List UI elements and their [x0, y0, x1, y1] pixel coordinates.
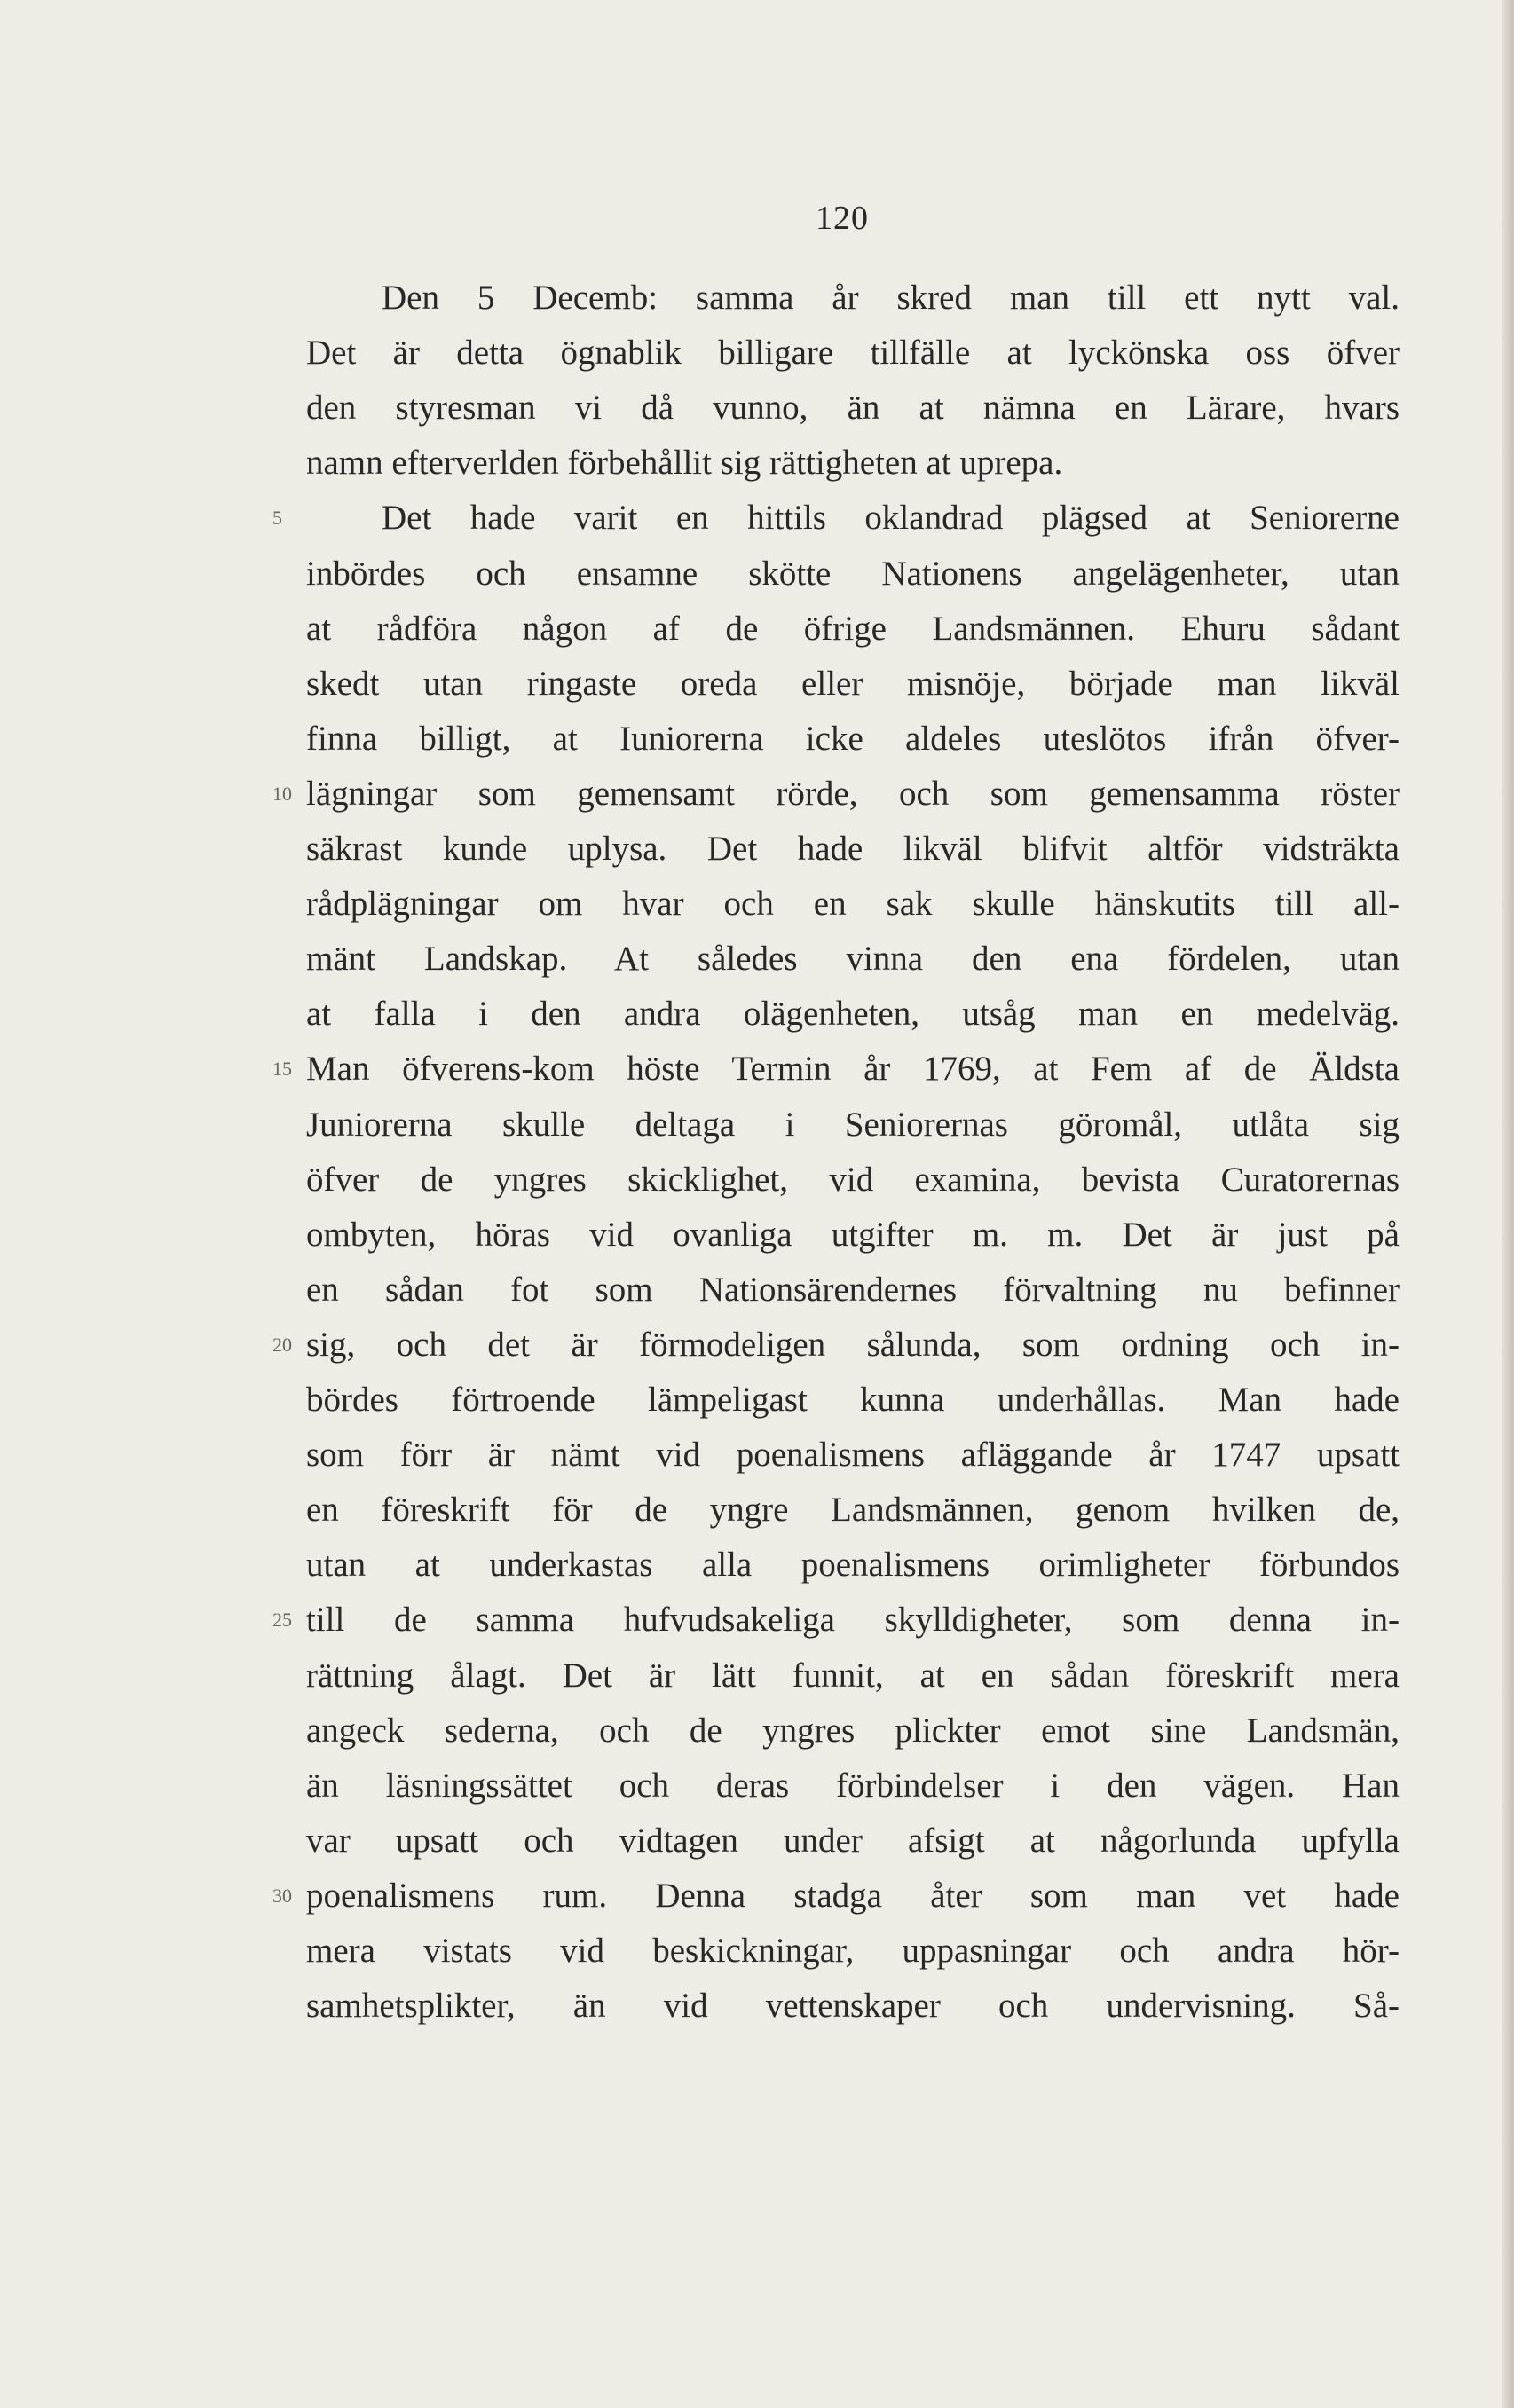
text-line: den styresman vi då vunno, än at nämna en Lärare, hvars: [306, 389, 1400, 427]
page-number: 120: [816, 200, 869, 237]
text-line: at falla i den andra olägenheten, utsåg man en medelväg.: [306, 995, 1400, 1033]
text-line: finna billigt, at Iuniorerna icke aldeles uteslötos ifrån öfver-: [306, 720, 1400, 758]
text-line: samhetsplikter, än vid vettenskaper och undervisning. Så-: [306, 1987, 1400, 2025]
line-number: 20: [272, 1334, 292, 1356]
text-line: som förr är nämt vid poenalismens afläggande år 1747 upsatt: [306, 1436, 1400, 1474]
text-line: at rådföra någon af de öfrige Landsmännen. Ehuru sådant: [306, 610, 1400, 648]
text-line: var upsatt och vidtagen under afsigt at någorlunda upfylla: [306, 1822, 1400, 1860]
text-line: namn efterverlden förbehållit sig rättigheten at uprepa.: [306, 444, 1063, 482]
text-line: än läsningssättet och deras förbindelser i den vägen. Han: [306, 1767, 1400, 1805]
line-number: 25: [272, 1609, 292, 1631]
text-line: poenalismens rum. Denna stadga åter som man vet hade: [306, 1877, 1400, 1915]
text-line: rådplägningar om hvar och en sak skulle hänskutits till all-: [306, 885, 1400, 923]
text-line: mänt Landskap. At således vinna den ena fördelen, utan: [306, 940, 1400, 978]
text-line: Den 5 Decemb: samma år skred man till ett nytt val.: [382, 279, 1400, 317]
text-line: skedt utan ringaste oreda eller misnöje, började man likväl: [306, 665, 1400, 703]
text-line: öfver de yngres skicklighet, vid examina, bevista Curatorernas: [306, 1161, 1400, 1199]
text-line: lägningar som gemensamt rörde, och som gemensamma röster: [306, 775, 1400, 813]
text-line: Det är detta ögnablik billigare tillfälle at lyckönska oss öfver: [306, 334, 1400, 372]
text-line: en föreskrift för de yngre Landsmännen, genom hvilken de,: [306, 1491, 1400, 1529]
text-line: Man öfverens-kom höste Termin år 1769, at Fem af de Äldsta: [306, 1050, 1400, 1088]
text-line: Juniorerna skulle deltaga i Seniorernas göromål, utlåta sig: [306, 1106, 1400, 1144]
text-line: ombyten, höras vid ovanliga utgifter m. m. Det är just på: [306, 1216, 1400, 1254]
text-line: inbördes och ensamne skötte Nationens angelägenheter, utan: [306, 555, 1400, 593]
text-line: bördes förtroende lämpeligast kunna underhållas. Man hade: [306, 1381, 1400, 1419]
line-number: 5: [272, 507, 282, 529]
text-line: utan at underkastas alla poenalismens orimligheter förbundos: [306, 1546, 1400, 1584]
text-line: rättning ålagt. Det är lätt funnit, at en sådan föreskrift mera: [306, 1656, 1400, 1695]
text-line: säkrast kunde uplysa. Det hade likväl blifvit altför vidsträkta: [306, 830, 1400, 868]
page-edge: [1502, 0, 1514, 2408]
text-line: sig, och det är förmodeligen sålunda, som ordning och in-: [306, 1326, 1400, 1364]
text-line: mera vistats vid beskickningar, uppasningar och andra hör-: [306, 1932, 1400, 1970]
text-line: angeck sederna, och de yngres plickter emot sine Landsmän,: [306, 1712, 1400, 1750]
text-line: en sådan fot som Nationsärendernes förvaltning nu befinner: [306, 1271, 1400, 1309]
line-number: 10: [272, 783, 292, 805]
line-number: 15: [272, 1058, 292, 1080]
line-number: 30: [272, 1885, 292, 1907]
text-line: Det hade varit en hittils oklandrad plägsed at Seniorerne: [382, 499, 1400, 537]
text-line: till de samma hufvudsakeliga skylldigheter, som denna in-: [306, 1601, 1400, 1639]
